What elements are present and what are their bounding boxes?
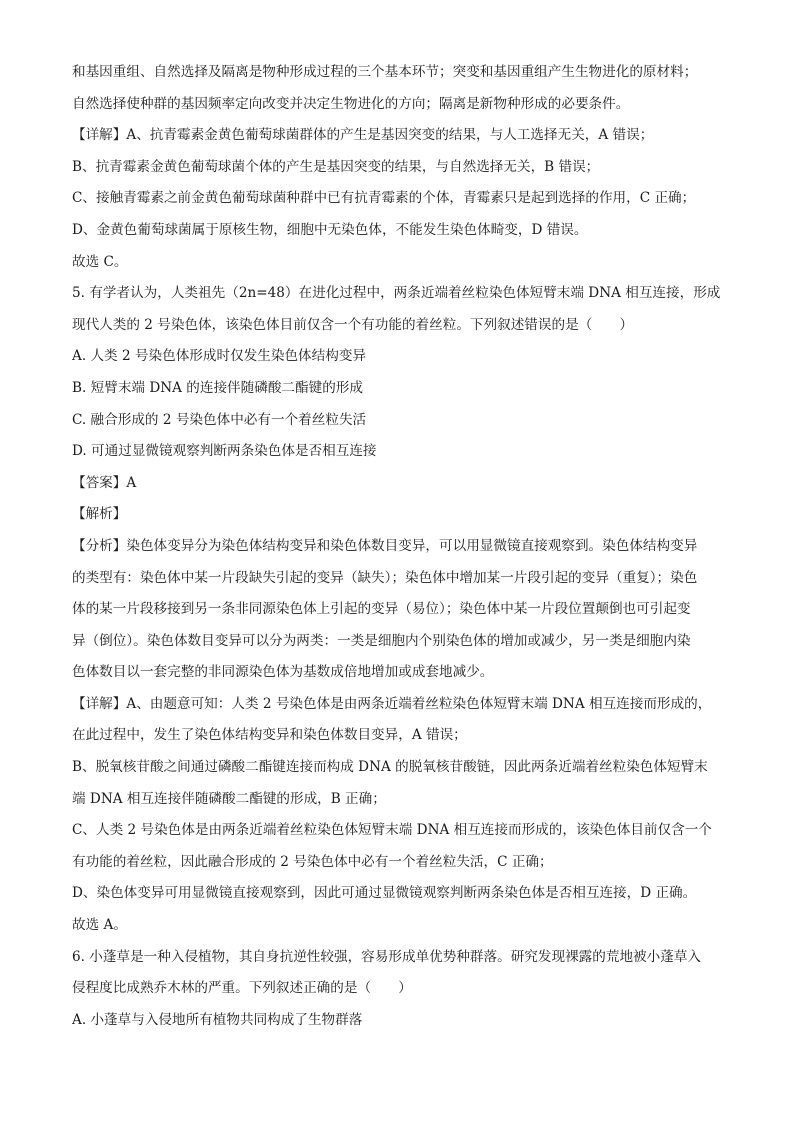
analysis-line: 【分析】染色体变异分为染色体结构变异和染色体数目变异，可以用显微镜直接观察到。染色体结构变异: [72, 537, 698, 554]
option-a: A. 小蓬草与入侵地所有植物共同构成了生物群落: [72, 1011, 363, 1028]
detail-line: 端 DNA 相互连接伴随磷酸二酯键的形成，B 正确；: [72, 790, 386, 807]
option-c: C. 融合形成的 2 号染色体中必有一个着丝粒失活: [72, 411, 367, 428]
detail-heading-line: 【详解】A、抗青霉素金黄色葡萄球菌群体的产生是基因突变的结果，与人工选择无关，A 错误；: [72, 127, 654, 144]
analysis-line: 的类型有：染色体中某一片段缺失引起的变异（缺失）；染色体中增加某一片段引起的变异（重复）；染色: [72, 569, 698, 586]
text-line: B、抗青霉素金黄色葡萄球菌个体的产生是基因突变的结果，与自然选择无关，B 错误；: [72, 158, 600, 175]
text-line: C、接触青霉素之前金黄色葡萄球菌种群中已有抗青霉素的个体，青霉素只是起到选择的作用，C 正确；: [72, 190, 696, 207]
question-5-line: 5. 有学者认为，人类祖先（2n=48）在进化过程中，两条近端着丝粒染色体短臂末端 DNA 相互连接，形成: [72, 285, 721, 302]
explanation-heading: 【解析】: [72, 506, 127, 523]
question-6-line: 侵程度比成熟乔木林的严重。下列叙述正确的是（ ）: [72, 980, 412, 997]
text-line: D、金黄色葡萄球菌属于原核生物，细胞中无染色体，不能发生染色体畸变，D 错误。: [72, 221, 588, 238]
question-5-line: 现代人类的 2 号染色体，该染色体目前仅含一个有功能的着丝粒。下列叙述错误的是（ ）: [72, 316, 634, 333]
answer-heading: 【答案】A: [72, 474, 137, 491]
detail-line: D、染色体变异可用显微镜直接观察到，因此可通过显微镜观察判断两条染色体是否相互连接，D 正确。: [72, 885, 697, 902]
option-d: D. 可通过显微镜观察判断两条染色体是否相互连接: [72, 443, 377, 460]
detail-line: 在此过程中，发生了染色体结构变异和染色体数目变异，A 错误；: [72, 727, 467, 744]
detail-line: 【详解】A、由题意可知：人类 2 号染色体是由两条近端着丝粒染色体短臂末端 DNA 相互连接而形成的，: [72, 695, 712, 712]
question-6-line: 6. 小蓬草是一种入侵植物，其自身抗逆性较强，容易形成单优势种群落。研究发现裸露的荒地被小蓬草入: [72, 948, 702, 965]
option-b: B. 短臂末端 DNA 的连接伴随磷酸二酯键的形成: [72, 379, 363, 396]
detail-line: C、人类 2 号染色体是由两条近端着丝粒染色体短臂末端 DNA 相互连接而形成的，该染色体目前仅含一个: [72, 822, 712, 839]
detail-line: 有功能的着丝粒，因此融合形成的 2 号染色体中必有一个着丝粒失活，C 正确；: [72, 853, 553, 870]
document-page: [72, 62, 732, 1031]
text-line: 自然选择使种群的基因频率定向改变并决定生物进化的方向；隔离是新物种形成的必要条件。: [72, 95, 630, 112]
detail-line: B、脱氧核苷酸之间通过磷酸二酯键连接而构成 DNA 的脱氧核苷酸链，因此两条近端着丝粒染色体短臂末: [72, 759, 708, 776]
analysis-line: 色体数目以一套完整的非同源染色体为基数成倍地增加或成套地减少。: [72, 664, 494, 681]
conclusion-line: 故选 A。: [72, 917, 127, 934]
analysis-line: 异（倒位）。染色体数目变异可以分为两类：一类是细胞内个别染色体的增加或减少，另一类是细胞内染: [72, 632, 691, 649]
text-line: 和基因重组、自然选择及隔离是物种形成过程的三个基本环节；突变和基因重组产生生物进化的原材料；: [72, 64, 698, 80]
option-a: A. 人类 2 号染色体形成时仅发生染色体结构变异: [72, 348, 367, 365]
conclusion-line: 故选 C。: [72, 253, 128, 270]
analysis-line: 体的某一片段移接到另一条非同源染色体上引起的变异（易位）；染色体中某一片段位置颠倒也可引起变: [72, 601, 691, 618]
